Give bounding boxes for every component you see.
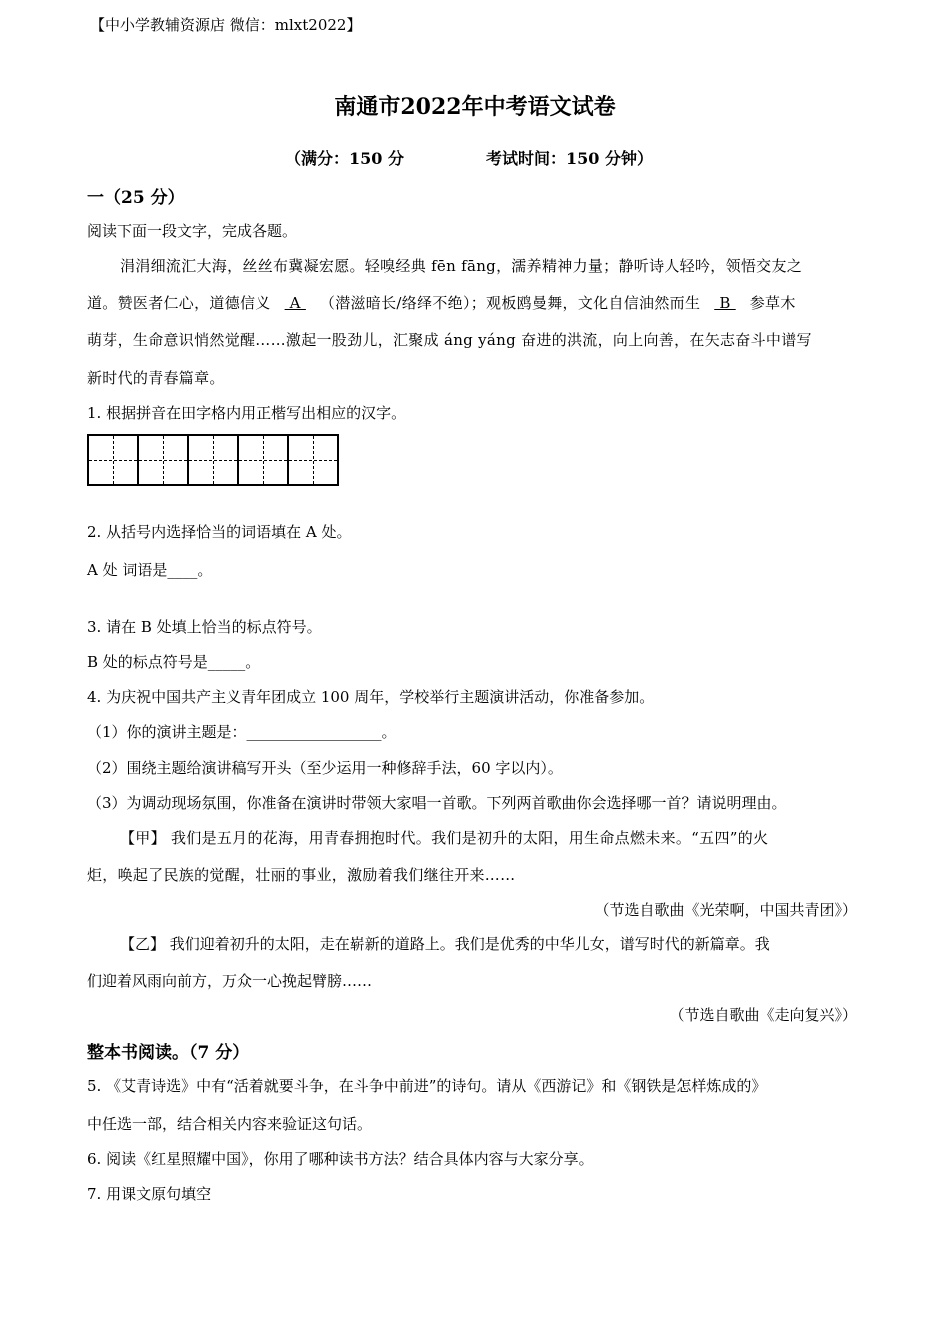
question-3: 3. 请在 B 处填上恰当的标点符号。: [87, 618, 322, 636]
passage-line-2b: （潜滋暗长/络绎不绝）；观板鸥曼舞，文化自信油然而生: [319, 294, 701, 312]
grid-cell[interactable]: [289, 436, 337, 484]
tianzige-grid[interactable]: [87, 434, 339, 486]
question-2-answer: A 处 词语是____。: [87, 561, 213, 579]
passage-line-4: 新时代的青春篇章。: [87, 369, 225, 387]
question-3-answer: B 处的标点符号是_____。: [87, 653, 261, 671]
song-jia-line-1: 【甲】 我们是五月的花海，用青春拥抱时代。我们是初升的太阳，用生命点燃未来。“五四”的火: [120, 829, 769, 847]
blank-a: A: [284, 294, 306, 312]
question-7: 7. 用课文原句填空: [87, 1185, 212, 1203]
song-jia-line-2: 炬，唤起了民族的觉醒，壮丽的事业，激励着我们继往开来……: [87, 866, 516, 884]
score-info: （满分：150 分: [285, 149, 404, 168]
section1-heading: 一（25 分）: [87, 188, 185, 208]
passage-line-2: [87, 292, 796, 313]
question-1: 1. 根据拼音在田字格内用正楷写出相应的汉字。: [87, 404, 407, 422]
grid-cell[interactable]: [189, 436, 239, 484]
grid-cell[interactable]: [139, 436, 189, 484]
blank-b: B: [714, 294, 736, 312]
song-yi-line-2: 们迎着风雨向前方，万众一心挽起臂膀……: [87, 972, 373, 990]
question-4-part-3: （3）为调动现场氛围，你准备在演讲时带领大家唱一首歌。下列两首歌曲你会选择哪一首？请说明理由。: [87, 794, 787, 812]
passage-line-2a: 道。赞医者仁心，道德信义: [87, 294, 271, 312]
passage-line-1: 涓涓细流汇大海，丝丝布冀凝宏愿。轻嗅经典 fēn fāng，濡养精神力量；静听诗人轻吟，领悟交友之: [120, 257, 803, 275]
song-jia-source: （节选自歌曲《光荣啊，中国共青团》）: [594, 901, 857, 919]
grid-cell[interactable]: [89, 436, 139, 484]
grid-cell[interactable]: [239, 436, 289, 484]
question-4-part-1: （1）你的演讲主题是：__________________。: [87, 723, 397, 741]
question-5-line-1: 5. 《艾青诗选》中有“活着就要斗争，在斗争中前进”的诗句。请从《西游记》和《钢铁是怎样炼成的》: [87, 1077, 767, 1095]
header-note: 【中小学教辅资源店 微信：mlxt2022】: [90, 16, 362, 34]
passage-line-2c: 参草木: [749, 294, 796, 312]
question-2: 2. 从括号内选择恰当的词语填在 A 处。: [87, 523, 352, 541]
reading-instruction: 阅读下面一段文字，完成各题。: [87, 222, 298, 240]
song-yi-source: （节选自歌曲《走向复兴》）: [669, 1006, 857, 1024]
question-4-part-2: （2）围绕主题给演讲稿写开头（至少运用一种修辞手法，60 字以内）。: [87, 759, 563, 777]
time-info: 考试时间：150 分钟）: [486, 149, 653, 168]
passage-line-3: 萌芽，生命意识悄然觉醒……激起一股劲儿，汇聚成 áng yáng 奋进的洪流，向上向善，在矢志奋斗中谱写: [87, 331, 812, 349]
question-6: 6. 阅读《红星照耀中国》，你用了哪种读书方法？结合具体内容与大家分享。: [87, 1150, 594, 1168]
page-title: 南通市2022年中考语文试卷: [334, 94, 616, 120]
question-5-line-2: 中任选一部，结合相关内容来验证这句话。: [87, 1115, 373, 1133]
song-yi-line-1: 【乙】 我们迎着初升的太阳，走在崭新的道路上。我们是优秀的中华儿女，谱写时代的新篇章。我: [120, 935, 770, 953]
question-4: 4. 为庆祝中国共产主义青年团成立 100 周年，学校举行主题演讲活动，你准备参加。: [87, 688, 655, 706]
section2-heading: 整本书阅读。（7 分）: [87, 1043, 250, 1063]
